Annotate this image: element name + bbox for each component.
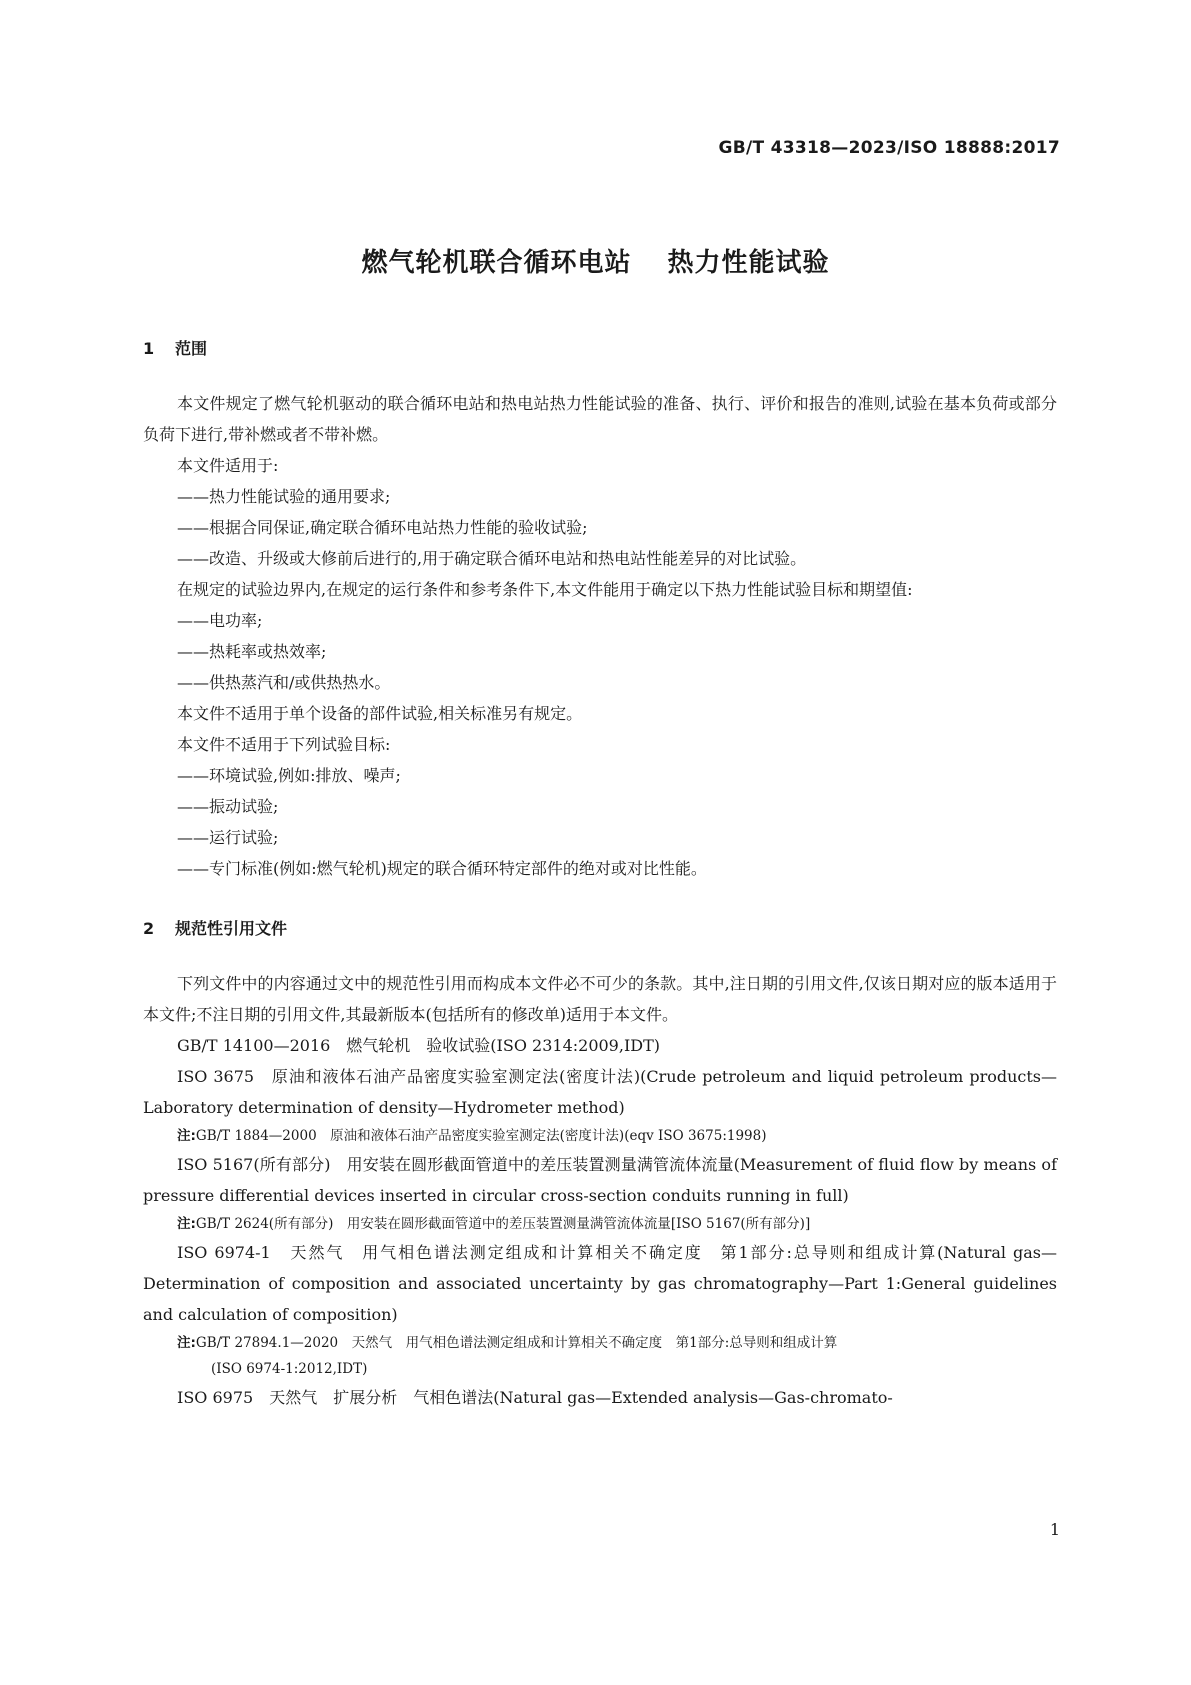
note-label: 注: [177, 1128, 196, 1144]
reference-entry: ISO 3675 原油和液体石油产品密度实验室测定法(密度计法)(Crude petroleum and liquid petroleum products—Laboratory determination of density—Hydrometer method) [143, 1067, 1057, 1117]
reference-entry: ISO 5167(所有部分) 用安装在圆形截面管道中的差压装置测量满管流体流量(Measurement of fluid flow by means of pressure differential devices inserted in circular cross-section conduits running in full) [143, 1155, 1057, 1205]
reference-entry: ISO 6974-1 天然气 用气相色谱法测定组成和计算相关不确定度 第1部分:总导则和组成计算(Natural gas—Determination of composition and associated uncertainty by gas chromatography—Part 1:General guidelines and calculation of composition) [143, 1243, 1057, 1324]
exclusion-list-item: ——运行试验; [177, 828, 279, 847]
reference-note [143, 1330, 1057, 1356]
reference-note [143, 1123, 1057, 1149]
reference-note [143, 1211, 1057, 1237]
note-text: GB/T 1884—2000 原油和液体石油产品密度实验室测定法(密度计法)(eqv ISO 3675:1998) [195, 1128, 767, 1144]
exclusion-list-item: ——环境试验,例如:排放、噪声; [177, 766, 401, 785]
reference-entry: GB/T 14100—2016 燃气轮机 验收试验(ISO 2314:2009,IDT) [177, 1036, 661, 1055]
scope-paragraph-4: 本文件不适用于单个设备的部件试验,相关标准另有规定。 [177, 704, 583, 723]
section-1-title: 范围 [175, 339, 208, 358]
note-label: 注: [177, 1335, 196, 1351]
scope-list-item: ——根据合同保证,确定联合循环电站热力性能的验收试验; [177, 518, 588, 537]
section-1-heading [143, 338, 1057, 360]
standard-id: GB/T 43318—2023/ISO 18888:2017 [718, 138, 1060, 158]
target-list-item: ——供热蒸汽和/或供热热水。 [177, 673, 391, 692]
scope-paragraph-1: 本文件规定了燃气轮机驱动的联合循环电站和热电站热力性能试验的准备、执行、评价和报告的准则,试验在基本负荷或部分负荷下进行,带补燃或者不带补燃。 [143, 394, 1057, 444]
note-label: 注: [177, 1216, 196, 1232]
note-text: GB/T 27894.1—2020 天然气 用气相色谱法测定组成和计算相关不确定度 第1部分:总导则和组成计算 [195, 1335, 838, 1351]
document-body [143, 338, 1057, 1413]
target-list-item: ——电功率; [177, 611, 263, 630]
section-2-heading [143, 918, 1057, 940]
target-list-item: ——热耗率或热效率; [177, 642, 327, 661]
scope-list-item: ——改造、升级或大修前后进行的,用于确定联合循环电站和热电站性能差异的对比试验。 [177, 549, 807, 568]
title-part2: 热力性能试验 [667, 248, 830, 278]
note-text: GB/T 2624(所有部分) 用安装在圆形截面管道中的差压装置测量满管流体流量[ISO 5167(所有部分)] [195, 1216, 811, 1232]
section-2-number: 2 [143, 919, 155, 938]
scope-list-item: ——热力性能试验的通用要求; [177, 487, 391, 506]
exclusion-list-item: ——专门标准(例如:燃气轮机)规定的联合循环特定部件的绝对或对比性能。 [177, 859, 707, 878]
reference-entry: ISO 6975 天然气 扩展分析 气相色谱法(Natural gas—Extended analysis—Gas-chromato- [177, 1388, 893, 1407]
document-title [0, 242, 1191, 279]
scope-paragraph-5: 本文件不适用于下列试验目标: [177, 735, 391, 754]
exclusion-list-item: ——振动试验; [177, 797, 279, 816]
section-2-title: 规范性引用文件 [175, 919, 288, 938]
reference-note-continuation: (ISO 6974-1:2012,IDT) [211, 1361, 368, 1377]
title-part1: 燃气轮机联合循环电站 [361, 248, 632, 278]
section-1-number: 1 [143, 339, 155, 358]
scope-paragraph-2: 本文件适用于: [177, 456, 279, 475]
page-number: 1 [1049, 1520, 1060, 1539]
scope-paragraph-3: 在规定的试验边界内,在规定的运行条件和参考条件下,本文件能用于确定以下热力性能试验目标和期望值: [177, 580, 913, 599]
references-intro-paragraph: 下列文件中的内容通过文中的规范性引用而构成本文件必不可少的条款。其中,注日期的引用文件,仅该日期对应的版本适用于本文件;不注日期的引用文件,其最新版本(包括所有的修改单)适用于本文件。 [143, 974, 1057, 1024]
